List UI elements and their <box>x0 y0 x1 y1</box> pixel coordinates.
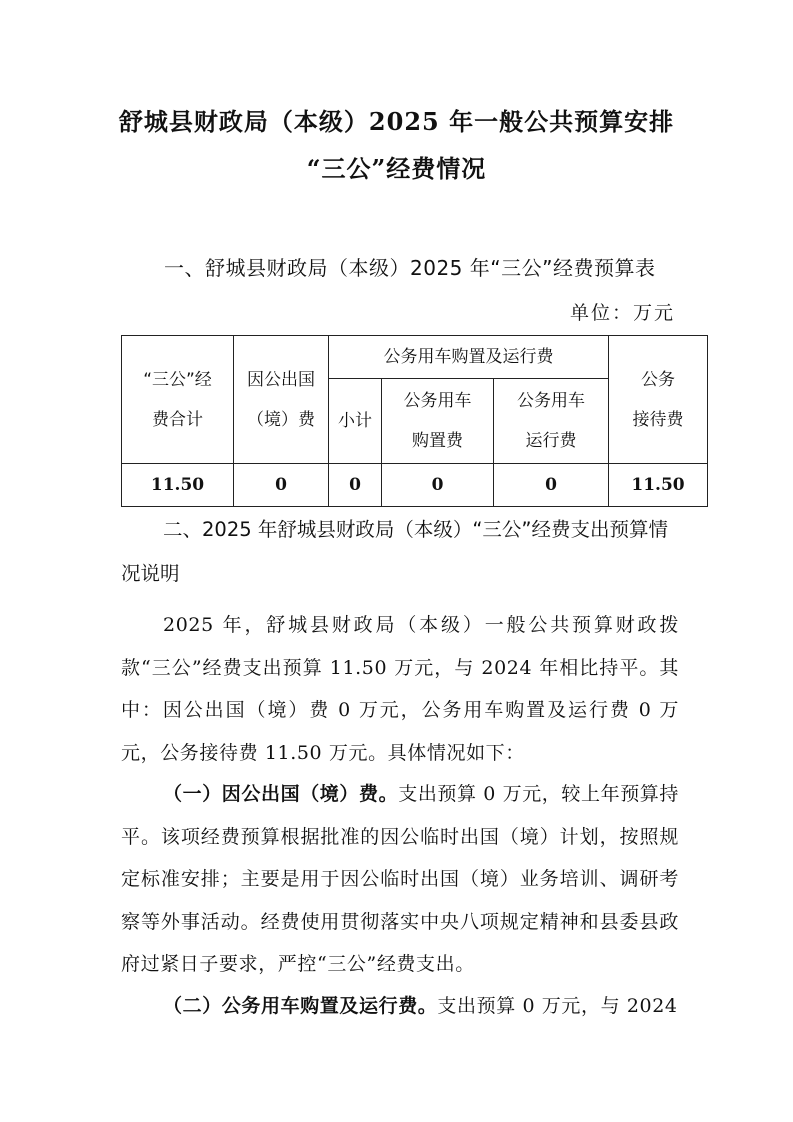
header-operation-line1: 公务用车 <box>517 391 585 411</box>
cell-purchase: 0 <box>382 464 494 507</box>
cell-total: 11.50 <box>122 464 234 507</box>
header-abroad-line2: （境）费 <box>247 409 315 430</box>
header-total <box>122 336 234 464</box>
paragraph-summary: 2025 年，舒城县财政局（本级）一般公共预算财政拨款“三公”经费支出预算 11.50 万元，与 2024 年相比持平。其中：因公出国（境）费 0 万元，公务用车购置及运行费 0 万元，公务接待费 11.50 万元。具体情况如下： <box>121 614 679 764</box>
section2-heading: 二、2025 年舒城县财政局（本级）“三公”经费支出预算情况说明 <box>121 518 669 585</box>
paragraph-vehicle-text: 支出预算 0 万元，与 2024 <box>437 995 678 1017</box>
header-subtotal: 小计 <box>329 379 382 464</box>
header-abroad <box>234 336 329 464</box>
table-row <box>122 464 708 507</box>
header-reception <box>609 336 708 464</box>
cell-reception: 11.50 <box>609 464 708 507</box>
header-total-line1: “三公”经 <box>143 369 212 390</box>
header-abroad-line1: 因公出国 <box>247 369 315 390</box>
header-purchase <box>382 379 494 464</box>
section1-heading: 一、舒城县财政局（本级）2025 年“三公”经费预算表 <box>164 256 656 280</box>
paragraph-abroad <box>121 773 679 986</box>
header-reception-line2: 接待费 <box>632 409 684 430</box>
paragraph-abroad-heading: （一）因公出国（境）费。 <box>163 783 399 805</box>
header-reception-line1: 公务 <box>641 369 675 390</box>
header-operation <box>494 379 609 464</box>
cell-subtotal: 0 <box>329 464 382 507</box>
paragraph-vehicle-heading: （二）公务用车购置及运行费。 <box>163 995 438 1017</box>
cell-operation: 0 <box>494 464 609 507</box>
header-purchase-line2: 购置费 <box>412 431 463 451</box>
document-title-line2: “三公”经费情况 <box>306 154 487 183</box>
unit-label: 单位：万元 <box>569 302 675 324</box>
header-purchase-line1: 公务用车 <box>403 391 472 411</box>
cell-abroad: 0 <box>234 464 329 507</box>
paragraph-abroad-text: 支出预算 0 万元，较上年预算持平。该项经费预算根据批准的因公临时出国（境）计划，按照规定标准安排；主要是用于因公临时出国（境）业务培训、调研考察等外事活动。经费使用贯彻落实中央八项规定精神和县委县政府过紧日子要求，严控“三公”经费支出。 <box>121 783 679 975</box>
document-title-line1: 舒城县财政局（本级）2025 年一般公共预算安排 <box>118 107 675 136</box>
paragraph-vehicle <box>121 985 679 1028</box>
header-operation-line2: 运行费 <box>525 431 577 451</box>
header-vehicle-group: 公务用车购置及运行费 <box>329 336 609 379</box>
budget-table <box>121 335 708 507</box>
header-total-line2: 费合计 <box>152 409 203 430</box>
